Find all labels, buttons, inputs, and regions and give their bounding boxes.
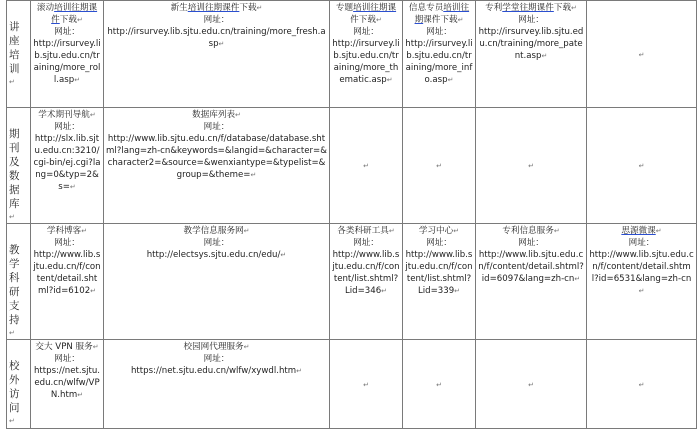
row-header-label: 讲座培训 [9, 21, 20, 75]
row-header [7, 224, 31, 340]
resource-title: 学习中心↵ [418, 226, 460, 236]
paragraph-mark: ↵ [9, 78, 15, 86]
url-label: 网址： [54, 238, 80, 248]
row-header [7, 1, 31, 108]
url-label: 网址： [426, 27, 452, 37]
resource-url[interactable]: http://www.lib.sjtu.edu.cn/f/content/list.shtml?Lid=346↵ [332, 250, 400, 296]
resource-url[interactable]: http://irsurvey.lib.sjtu.edu.cn/training/more_info.asp↵ [405, 39, 473, 85]
url-label: 网址： [54, 27, 80, 37]
url-label: 网址： [353, 238, 379, 248]
url-label: 网址： [628, 238, 655, 248]
resource-title: 滚动培训往期课件下载↵ [36, 3, 98, 25]
resource-title: 交大 VPN 服务↵ [35, 342, 99, 352]
resource-title: 学术期刊导航↵ [38, 110, 96, 120]
row-header [7, 340, 31, 429]
resource-title: 专利信息服务↵ [502, 226, 560, 236]
resource-cell [403, 1, 476, 108]
row-header [7, 108, 31, 224]
resource-title: 思源微课↵ [621, 226, 662, 236]
paragraph-mark: ↵ [363, 162, 369, 170]
resource-title: 数据库列表↵ [192, 110, 241, 120]
resource-cell [104, 1, 330, 108]
resource-title: 各类科研工具↵ [337, 226, 395, 236]
url-label: 网址： [54, 122, 80, 132]
table-row [7, 224, 697, 340]
resource-title: 新生培训往期课件下载↵ [170, 3, 263, 13]
resource-url[interactable]: http://electsys.sjtu.edu.cn/edu/↵ [146, 250, 287, 260]
resource-url[interactable]: http://www.lib.sjtu.edu.cn/f/content/detail.shtml?id=6102↵ [33, 250, 101, 296]
resource-url[interactable]: http://irsurvey.lib.sjtu.edu.cn/training/more_roll.asp↵ [33, 39, 101, 85]
empty-cell [476, 340, 587, 429]
table-row [7, 340, 697, 429]
resource-title: 信息专员培训往期课件下载↵ [408, 3, 470, 25]
paragraph-mark: ↵ [9, 213, 15, 221]
empty-cell [476, 108, 587, 224]
empty-cell [330, 108, 403, 224]
resource-cell [587, 224, 697, 340]
resource-cell [330, 1, 403, 108]
table-row [7, 1, 697, 108]
url-label: 网址： [203, 238, 230, 248]
empty-cell [403, 340, 476, 429]
empty-cell [403, 108, 476, 224]
paragraph-mark: ↵ [436, 380, 442, 389]
paragraph-mark: ↵ [436, 162, 442, 170]
resource-cell [31, 108, 104, 224]
url-label: 网址： [426, 238, 452, 248]
resource-cell [104, 224, 330, 340]
paragraph-mark: ↵ [638, 380, 645, 389]
resource-table [6, 0, 697, 429]
empty-cell [587, 340, 697, 429]
resource-url[interactable]: https://net.sjtu.edu.cn/wlfw/VPN.htm↵ [33, 366, 101, 400]
resource-cell [330, 224, 403, 340]
url-label: 网址： [518, 238, 544, 248]
paragraph-mark: ↵ [528, 380, 534, 389]
url-label: 网址： [203, 15, 230, 25]
resource-cell [476, 1, 587, 108]
resource-url[interactable]: http://www.lib.sjtu.edu.cn/f/content/list.shtml?Lid=339↵ [405, 250, 473, 296]
row-header-label: 期刊及数据库 [9, 128, 20, 210]
resource-cell [31, 340, 104, 429]
resource-url[interactable]: http://www.lib.sjtu.edu.cn/f/content/detail.shtml?id=6531&lang=zh-cn↵ [589, 250, 694, 295]
resource-title: 教学信息服务网↵ [183, 226, 250, 236]
paragraph-mark: ↵ [9, 329, 15, 337]
resource-url[interactable]: https://net.sjtu.edu.cn/wlfw/xywdl.htm↵ [130, 366, 303, 376]
resource-url[interactable]: http://irsurvey.lib.sjtu.edu.cn/training/more_fresh.asp↵ [107, 27, 326, 49]
url-label: 网址： [203, 122, 230, 132]
row-header-label: 校外访问 [9, 360, 20, 414]
empty-cell [330, 340, 403, 429]
resource-title: 学科博客↵ [46, 226, 88, 236]
resource-url[interactable]: http://slx.lib.sjtu.edu.cn:3210/cgi-bin/ej.cgi?lang=0&typ=2&s=↵ [33, 134, 101, 192]
url-label: 网址： [54, 354, 80, 364]
paragraph-mark: ↵ [528, 162, 534, 170]
table-row [7, 108, 697, 224]
resource-cell [104, 340, 330, 429]
resource-cell [476, 224, 587, 340]
paragraph-mark: ↵ [363, 380, 369, 389]
resource-title: 校园网代理服务↵ [183, 342, 250, 352]
paragraph-mark: ↵ [638, 162, 645, 170]
url-label: 网址： [353, 27, 379, 37]
resource-cell [104, 108, 330, 224]
resource-cell [403, 224, 476, 340]
empty-cell [587, 1, 697, 108]
paragraph-mark: ↵ [9, 417, 15, 425]
resource-title: 专题培训往期课件下载↵ [335, 3, 397, 25]
resource-url[interactable]: http://irsurvey.lib.sjtu.edu.cn/training/more_thematic.asp↵ [332, 39, 400, 85]
url-label: 网址： [203, 354, 230, 364]
row-header-label: 教学科研支持 [9, 244, 20, 326]
paragraph-mark: ↵ [638, 50, 645, 59]
resource-url[interactable]: http://www.lib.sjtu.edu.cn/f/database/database.shtml?lang=zh-cn&keywords=&langid=&character=&character2=&source=&wenxiantype=&typelist=&group=&theme=↵ [106, 134, 327, 180]
resource-url[interactable]: http://www.lib.sjtu.edu.cn/f/content/detail.shtml?id=6097&lang=zh-cn↵ [478, 250, 584, 284]
empty-cell [587, 108, 697, 224]
resource-cell [31, 224, 104, 340]
url-label: 网址： [518, 15, 544, 25]
resource-cell [31, 1, 104, 108]
resource-url[interactable]: http://irsurvey.lib.sjtu.edu.cn/training/more_patent.asp↵ [478, 27, 584, 61]
resource-title: 专利学堂往期课件下载↵ [485, 3, 577, 13]
